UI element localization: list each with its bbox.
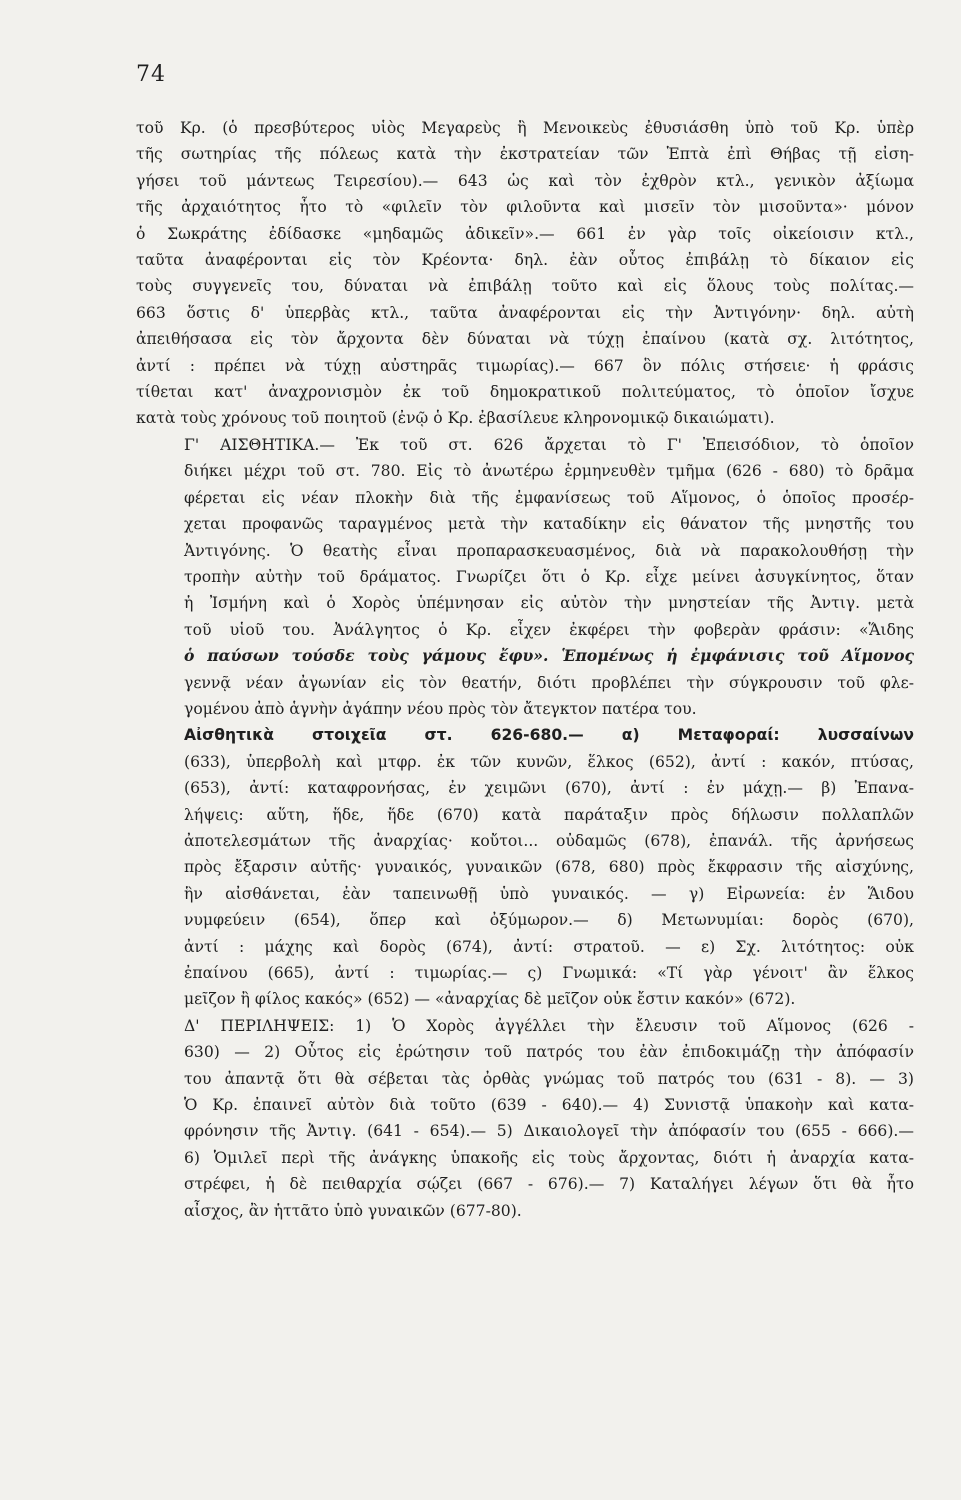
text-line: του ἀπαντᾷ ὅτι θὰ σέβεται τὰς ὀρθὰς γνώμας τοῦ πατρός του (631 - 8). — 3)	[184, 1069, 914, 1088]
text-line: στρέφει, ἡ δὲ πειθαρχία σῴζει (667 - 676).— 7) Καταλήγει λέγων ὅτι θὰ ἦτο	[184, 1175, 914, 1194]
text-line: ἀντί : μάχης καὶ δορὸς (674), ἀντί: στρατοῦ. — ε) Σχ. λιτότητος: οὐκ	[184, 937, 914, 956]
text-line: (653), ἀντί: καταφρονήσας, ἐν χειμῶνι (670), ἀντί : ἐν μάχῃ.— β) Ἐπανα-	[184, 779, 914, 798]
text-line: (633), ὑπερβολὴ καὶ μτφρ. ἐκ τῶν κυνῶν, ἕλκος (652), ἀντί : κακόν, πτύσας,	[184, 752, 914, 771]
page-number: 74	[136, 62, 166, 87]
text-line: ὁ Σωκράτης ἐδίδασκε «μηδαμῶς ἀδικεῖν».— 661 ἐν γὰρ τοῖς οἰκείοισιν κτλ.,	[136, 224, 914, 243]
text-line: ταῦτα ἀναφέρονται εἰς τὸν Κρέοντα· δηλ. ἐὰν οὗτος ἐπιβάλῃ τὸ δίκαιον εἰς	[136, 251, 914, 270]
text-line: ἣν αἰσθάνεται, ἐὰν ταπεινωθῇ ὑπὸ γυναικός. — γ) Εἰρωνεία: ἐν Ἅιδου	[184, 884, 914, 903]
text-line: κατὰ τοὺς χρόνους τοῦ ποιητοῦ (ἐνῷ ὁ Κρ. ἐβασίλευε κληρονομικῷ δικαιώματι).	[136, 409, 775, 428]
paragraph-commentary	[136, 115, 914, 432]
paragraph-summaries	[136, 1013, 914, 1224]
text-line: Ἀντιγόνης. Ὁ θεατὴς εἶναι προπαρασκευασμένος, διὰ νὰ παρακολουθήσῃ τὴν	[184, 541, 914, 560]
text-line: τίθεται κατ' ἀναχρονισμὸν ἐκ τοῦ δημοκρατικοῦ πολιτεύματος, τὸ ὁποῖον ἴσχυε	[136, 383, 914, 402]
text-line: ἀπειθήσασα εἰς τὸν ἄρχοντα δὲν δύναται νὰ τύχῃ ἐπαίνου (κατὰ σχ. λιτότητος,	[136, 330, 914, 349]
text-line: φρόνησιν τῆς Ἀντιγ. (641 - 654).— 5) Δικαιολογεῖ τὴν ἀπόφασίν του (655 - 666).—	[184, 1122, 914, 1141]
text-line: πρὸς ἔξαρσιν αὐτῆς· γυναικός, γυναικῶν (678, 680) πρὸς ἔκφρασιν τῆς αἰσχύνης,	[184, 858, 914, 877]
text-line: 6) Ὁμιλεῖ περὶ τῆς ἀνάγκης ὑπακοῆς εἰς τοὺς ἄρχοντας, διότι ἡ ἀναρχία κατα-	[184, 1148, 914, 1167]
text-line: Ὁ Κρ. ἐπαινεῖ αὐτὸν διὰ τοῦτο (639 - 640).— 4) Συνιστᾷ ὑπακοὴν καὶ κατα-	[184, 1096, 914, 1115]
body-text	[136, 115, 914, 1224]
text-line: ὁ παύσων τούσδε τοὺς γάμους ἔφυ». Ἑπομένως ἡ ἐμφάνισις τοῦ Αἵμονος	[184, 646, 914, 666]
text-line: ἀποτελεσμάτων τῆς ἀναρχίας· κοὔτοι... οὐδαμῶς (678), ἐπανάλ. τῆς ἀρνήσεως	[184, 831, 914, 850]
text-line: γεννᾷ νέαν ἀγωνίαν εἰς τὸν θεατήν, διότι προβλέπει τὴν σύγκρουσιν τοῦ φλε-	[184, 673, 914, 692]
text-line: γομένου ἀπὸ ἁγνὴν ἀγάπην νέου πρὸς τὸν ἄτεγκτον πατέρα του.	[184, 699, 697, 718]
text-line: φέρεται εἰς νέαν πλοκὴν διὰ τῆς ἐμφανίσεως τοῦ Αἵμονος, ὁ ὁποῖος προσέρ-	[184, 488, 914, 507]
text-line: 630) — 2) Οὗτος εἰς ἐρώτησιν τοῦ πατρός του ἐὰν ἐπιδοκιμάζῃ τὴν ἀπόφασίν	[184, 1043, 914, 1062]
text-line: Δ' ΠΕΡΙΛΗΨΕΙΣ: 1) Ὁ Χορὸς ἀγγέλλει τὴν ἔλευσιν τοῦ Αἵμονος (626 -	[184, 1016, 914, 1035]
text-line: τοῦ υἱοῦ του. Ἀνάλγητος ὁ Κρ. εἶχεν ἐκφέρει τὴν φοβερὰν φράσιν: «Ἅιδης	[184, 620, 914, 639]
text-line: μεῖζον ἢ φίλος κακός» (652) — «ἀναρχίας δὲ μεῖζον οὐκ ἔστιν κακόν» (672).	[184, 990, 796, 1009]
text-line: διήκει μέχρι τοῦ στ. 780. Εἰς τὸ ἀνωτέρω ἑρμηνευθὲν τμῆμα (626 - 680) τὸ δρᾶμα	[184, 462, 914, 481]
text-line: ἀντί : πρέπει νὰ τύχῃ αὐστηρᾶς τιμωρίας).— 667 ὃν πόλις στήσειε· ἡ φράσις	[136, 356, 914, 375]
text-line: Αἰσθητικὰ στοιχεῖα στ. 626-680.— α) Μεταφοραί: λυσσαίνων	[184, 726, 914, 745]
text-line: τροπὴν αὐτὴν τοῦ δράματος. Γνωρίζει ὅτι ὁ Κρ. εἶχε μείνει ἀσυγκίνητος, ὅταν	[184, 567, 914, 586]
paragraph-aesthetics	[136, 432, 914, 722]
text-line: 663 ὅστις δ' ὑπερβὰς κτλ., ταῦτα ἀναφέρονται εἰς τὴν Ἀντιγόνην· δηλ. αὐτὴ	[136, 303, 914, 322]
text-line: τῆς σωτηρίας τῆς πόλεως κατὰ τὴν ἐκστρατείαν τῶν Ἑπτὰ ἐπὶ Θήβας τῇ εἰση-	[136, 145, 914, 164]
text-line: τῆς ἀρχαιότητος ἦτο τὸ «φιλεῖν τὸν φιλοῦντα καὶ μισεῖν τὸν μισοῦντα»· μόνον	[136, 198, 914, 217]
text-line: ἐπαίνου (665), ἀντί : τιμωρίας.— ς) Γνωμικά: «Τί γὰρ γένοιτ' ἂν ἕλκος	[184, 964, 914, 982]
text-line: λήψεις: αὕτη, ἥδε, ἥδε (670) κατὰ παράταξιν πρὸς δήλωσιν πολλαπλῶν	[184, 805, 914, 824]
paragraph-aesthetic-elements	[136, 722, 914, 1012]
text-line: νυμφεύειν (654), ὅπερ καὶ ὀξύμωρον.— δ) Μετωνυμίαι: δορὸς (670),	[184, 911, 914, 930]
text-line: αἶσχος, ἂν ἡττᾶτο ὑπὸ γυναικῶν (677-80).	[184, 1201, 522, 1220]
text-line: γήσει τοῦ μάντεως Τειρεσίου).— 643 ὡς καὶ τὸν ἐχθρὸν κτλ., γενικὸν ἀξίωμα	[136, 171, 914, 190]
text-line: ἡ Ἰσμήνη καὶ ὁ Χορὸς ὑπέμνησαν εἰς αὐτὸν τὴν μνηστείαν τῆς Ἀντιγ. μετὰ	[184, 594, 914, 613]
text-line: Γ' ΑΙΣΘΗΤΙΚΑ.— Ἐκ τοῦ στ. 626 ἄρχεται τὸ Γ' Ἐπεισόδιον, τὸ ὁποῖον	[184, 435, 914, 454]
text-line: χεται προφανῶς ταραγμένος μετὰ τὴν καταδίκην εἰς θάνατον τῆς μνηστῆς του	[184, 515, 914, 534]
text-line: τοὺς συγγενεῖς του, δύναται νὰ ἐπιβάλῃ τοῦτο καὶ εἰς ὅλους τοὺς πολίτας.—	[136, 277, 914, 296]
text-line: τοῦ Κρ. (ὁ πρεσβύτερος υἱὸς Μεγαρεὺς ἢ Μενοικεὺς ἐθυσιάσθη ὑπὸ τοῦ Κρ. ὑπὲρ	[136, 119, 914, 137]
